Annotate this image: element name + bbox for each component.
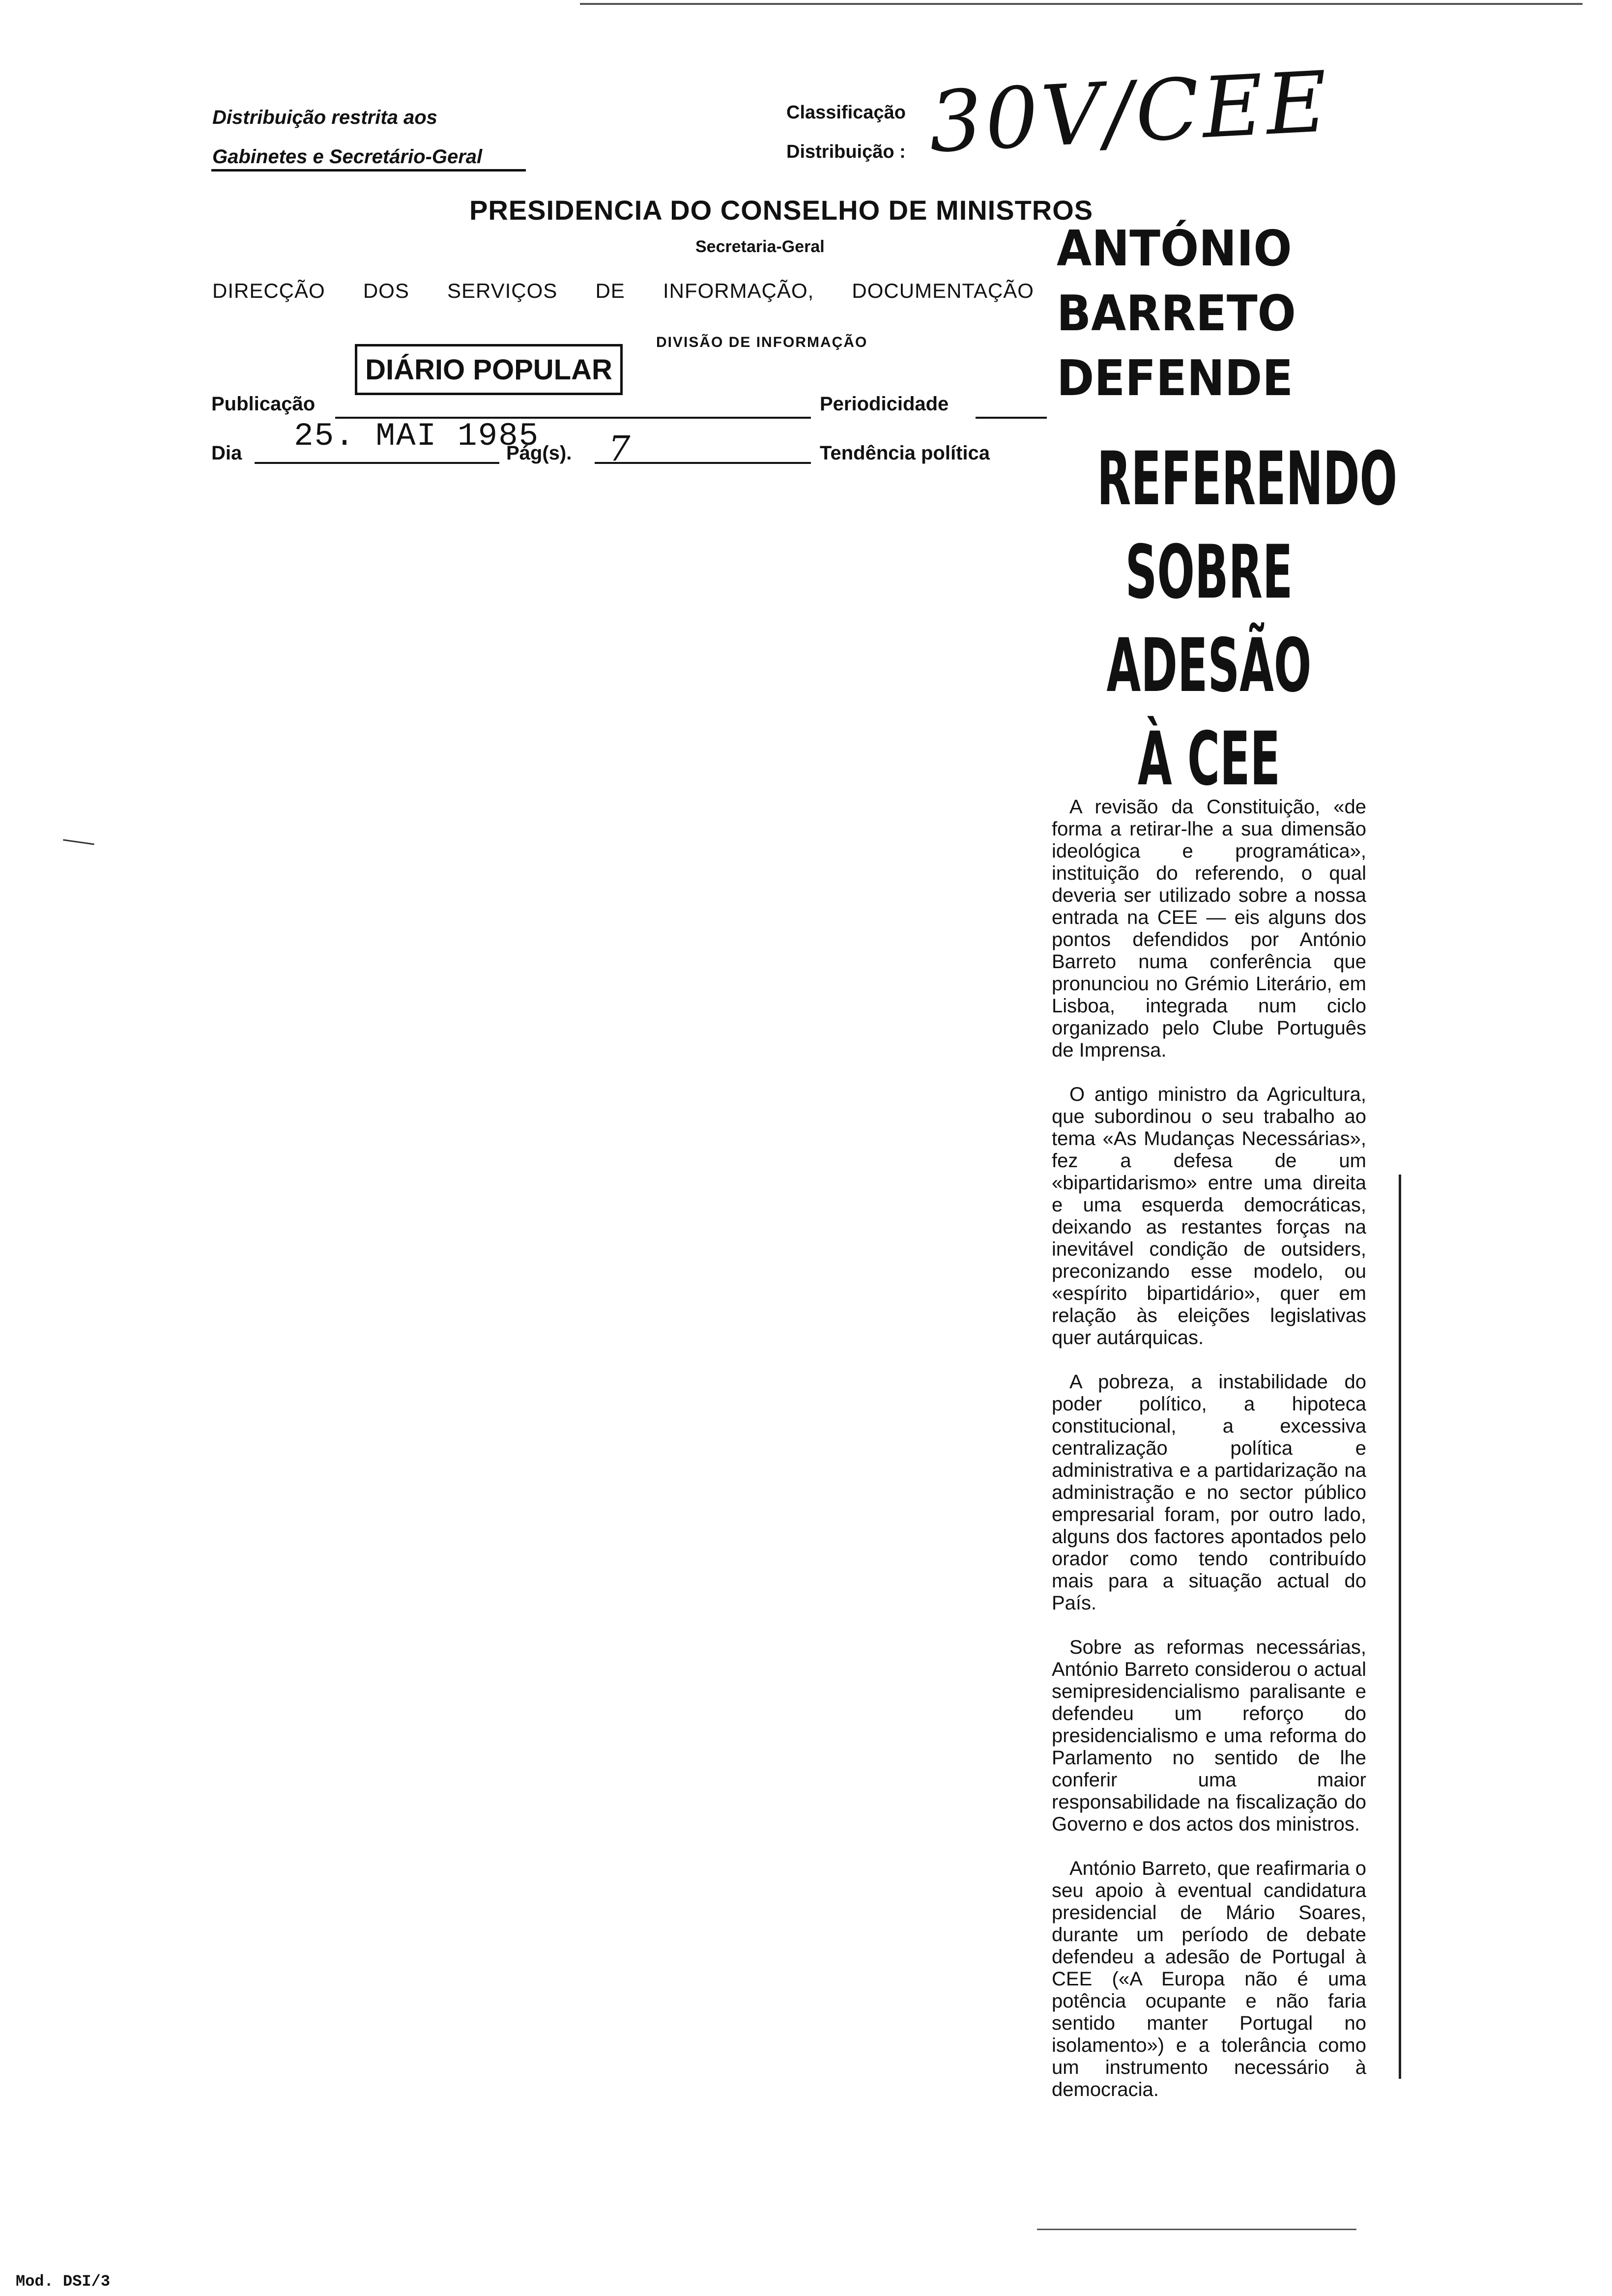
- clipping-edge-line: [1399, 1175, 1401, 2079]
- direccao-word: DOCUMENTAÇÃO: [852, 279, 1034, 302]
- headline-line: DEFENDE: [1057, 349, 1294, 407]
- article-paragraph: A revisão da Constituição, «de forma a retirar-lhe a sua dimensão ideológica e programática», instituição do referendo, o qual deveria ser utilizado sobre a nossa entrada na CEE — eis alguns dos pontos defendidos por António Barreto numa conferência que pronunciou no Grémio Literário, em Lisboa, integrada num ciclo organizado pelo Clube Português de Imprensa.: [1052, 796, 1366, 1061]
- dia-field-line: [255, 462, 499, 464]
- distribution-underline: [211, 169, 526, 172]
- classificacao-label: Classificação: [786, 102, 906, 123]
- institution-title: PRESIDENCIA DO CONSELHO DE MINISTROS: [469, 195, 1094, 226]
- date-stamp: 25. MAI 1985: [294, 418, 540, 455]
- headline-line: BARRETO: [1057, 285, 1296, 342]
- direccao-word: SERVIÇOS: [447, 279, 558, 302]
- article-paragraph: António Barreto, que reafirmaria o seu apoio à eventual candidatura presidencial de Mário Soares, durante um período de debate defendeu a adesão de Portugal à CEE («A Europa não é uma potência ocupante e não faria sentido manter Portugal no isolamento») e a tolerância como um instrumento necessário à democracia.: [1052, 1858, 1366, 2100]
- divisao-label: DIVISÃO DE INFORMAÇÃO: [656, 334, 868, 350]
- article-paragraph: A pobreza, a instabilidade do poder político, a hipoteca constitucional, a excessiva centralização política e administrativa e a partidarização na administração e no sector público empresarial foram, por outro lado, alguns dos factores apontados pelo orador como tendo contribuído mais para a situação actual do País.: [1052, 1371, 1366, 1614]
- headline-main: [1097, 432, 1398, 806]
- headline-line: ANTÓNIO: [1057, 220, 1292, 277]
- direccao-word: DOS: [363, 279, 409, 302]
- secretaria-geral: Secretaria-Geral: [695, 237, 825, 256]
- direccao-word: DE: [595, 279, 625, 302]
- headline-main-line: À CEE: [1137, 717, 1280, 802]
- publicacao-label: Publicação: [211, 393, 316, 415]
- periodicidade-field-line: [976, 417, 1047, 419]
- headline-main-line: SOBRE: [1125, 530, 1293, 615]
- article-paragraph: O antigo ministro da Agricultura, que subordinou o seu trabalho ao tema «As Mudanças Necessárias», fez a defesa de um «bipartidarismo» entre uma direita e uma esquerda democráticas, deixando as restantes forças na inevitável condição de outsiders, preconizando esse modelo, ou «espírito bipartidário», quer em relação às eleições legislativas quer autárquicas.: [1052, 1084, 1366, 1349]
- margin-mark: [63, 839, 94, 845]
- clipping-bottom-rule: [1037, 2229, 1356, 2230]
- distribuicao-label: Distribuição :: [786, 142, 906, 162]
- distribution-line-2: Gabinetes e Secretário-Geral: [212, 146, 483, 168]
- newspaper-stamp: DIÁRIO POPULAR: [355, 344, 623, 395]
- dia-label: Dia: [211, 442, 242, 464]
- top-rule: [580, 3, 1583, 5]
- direccao-word: INFORMAÇÃO,: [662, 279, 814, 302]
- tendencia-label: Tendência política: [820, 442, 990, 464]
- headline-main-line: ADESÃO: [1106, 623, 1312, 709]
- form-code: Mod. DSI/3: [16, 2272, 111, 2291]
- periodicidade-label: Periodicidade: [820, 393, 949, 415]
- article-body: [1052, 796, 1366, 2123]
- article-paragraph: Sobre as reformas necessárias, António Barreto considerou o actual semipresidencialismo paralisante e defendeu um reforço do presidencialismo e uma reforma do Parlamento no sentido de lhe conferir uma maior responsabilidade na fiscalização do Governo e dos actos dos ministros.: [1052, 1636, 1366, 1835]
- headline-main-line: REFERENDO: [1097, 436, 1398, 522]
- direccao-line: [212, 279, 1034, 303]
- direccao-word: DIRECÇÃO: [212, 279, 325, 302]
- distribution-line-1: Distribuição restrita aos: [212, 107, 437, 128]
- handwritten-classification-code: 30V/CEE: [926, 53, 1333, 172]
- pagina-handwritten-value: 7: [608, 429, 631, 469]
- pagina-label: Pág(s).: [506, 442, 572, 464]
- headline-kicker: [1057, 216, 1296, 411]
